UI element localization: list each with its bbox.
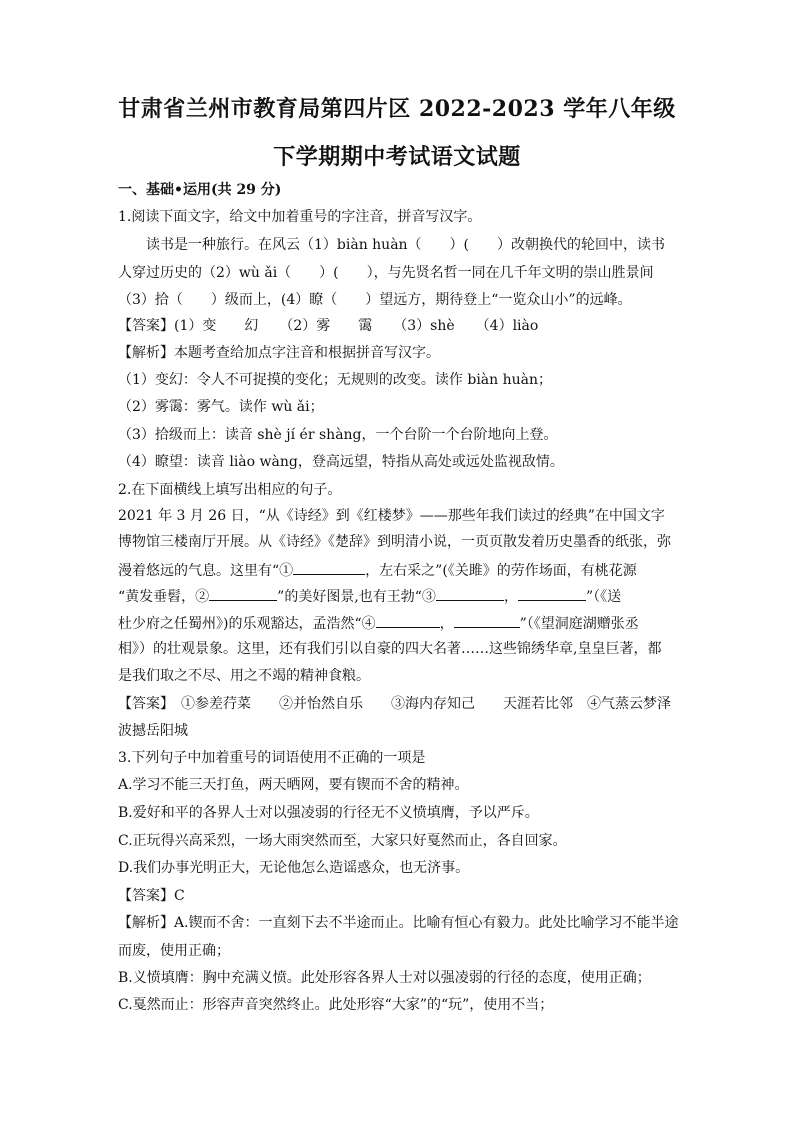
q1-analysis-line: （3）拾级而上：读音 shè jí ér shàng，一个台阶一个台阶地向上登。 (118, 427, 558, 443)
q1-passage-line: （3）拾（ ）级而上，(4）瞭（ ）望远方，期待登上“一览众山小”的远峰。 (118, 292, 632, 308)
q3-option-b: B.爱好和平的各界人士对以强凌弱的行径无不义愤填膺，予以严斥。 (118, 805, 539, 821)
question-1-prompt: 1.阅读下面文字，给文中加着重号的字注音，拼音写汉字。 (118, 209, 482, 225)
q3-option-d: D.我们办事光明正大，无论他怎么造谣惑众，也无济事。 (118, 860, 470, 876)
q2-text: “黄发垂髫，② (118, 589, 210, 605)
q2-answer: 【答案】 ①参差荇菜 ②并怡然自乐 ③海内存知己 天涯若比邻 ④气蒸云梦泽 (118, 696, 671, 712)
fill-blank-2[interactable] (209, 586, 277, 601)
q3-answer: 【答案】C (118, 888, 185, 904)
q2-passage-line: 博物馆三楼南厅开展。从《诗经》《楚辞》到明清小说，一页页散发着历史墨香的纸张，弥 (118, 534, 671, 550)
q2-text: ， (503, 589, 518, 605)
q1-analysis-line: （2）雾霭：雾气。读作 wù ǎi； (118, 399, 324, 415)
question-3-prompt: 3.下列句子中加着重号的词语使用不正确的一项是 (118, 750, 426, 766)
q2-passage-line: 是我们取之不尽、用之不竭的精神食粮。 (118, 668, 370, 684)
fill-blank-1[interactable] (293, 560, 365, 575)
q2-text: ”（《望洞庭湖赠张丞 (519, 616, 639, 632)
q3-option-a: A.学习不能三天打鱼，两天晒网，要有锲而不舍的精神。 (118, 777, 469, 793)
q1-analysis-line: （4）瞭望：读音 liào wàng，登高远望，特指从高处或远处监视敌情。 (118, 454, 564, 470)
q2-text: 杜少府之任蜀州》)的乐观豁达，孟浩然“④ (118, 616, 376, 632)
fill-blank-4a[interactable] (376, 613, 440, 628)
q2-text: ，左右采之”(《关雎》的劳作场面，有桃花源 (365, 563, 637, 579)
question-2-prompt: 2.在下面横线上填写出相应的句子。 (118, 482, 342, 498)
q1-answer: 【答案】(1）变 幻 （2）雾 霭 （3）shè （4）liào (118, 318, 539, 334)
q2-answer-continued: 波撼岳阳城 (118, 723, 188, 739)
q1-passage-line: 人穿过历史的（2）wù ǎi（ ）( ），与先贤名哲一同在几千年文明的崇山胜景间 (118, 265, 654, 281)
q2-passage-line (118, 560, 678, 580)
q2-passage-line: 2021 年 3 月 26 日，“从《诗经》到《红楼梦》——那些年我们读过的经典”在中国文字 (118, 508, 665, 524)
q3-analysis-line: 而废，使用正确； (118, 943, 230, 959)
q2-text: ”的美好图景,也有王勃“③ (277, 589, 436, 605)
fill-blank-3a[interactable] (436, 586, 504, 601)
q3-analysis-line: B.义愤填膺：胸中充满义愤。此处形容各界人士对以强凌弱的行径的态度，使用正确； (118, 970, 651, 986)
q2-passage-line (118, 613, 678, 633)
q2-text: ”（《送 (585, 589, 622, 605)
fill-blank-3b[interactable] (518, 586, 586, 601)
page-title-line2: 下学期期中考试语文试题 (273, 144, 521, 170)
q3-analysis-line: C.戛然而止：形容声音突然终止。此处形容“大家”的“玩”，使用不当； (118, 997, 554, 1013)
q3-analysis-line: 【解析】A.锲而不舍：一直刻下去不半途而止。比喻有恒心有毅力。此处比喻学习不能半途 (118, 915, 679, 931)
page-title-line1: 甘肃省兰州市教育局第四片区 2022-2023 学年八年级 (118, 96, 676, 122)
q1-passage-line: 读书是一种旅行。在风云（1）biàn huàn（ ）( ）改朝换代的轮回中，读书 (146, 237, 666, 253)
q2-text: 漫着悠远的气息。这里有“① (118, 563, 294, 579)
fill-blank-4b[interactable] (454, 613, 520, 628)
q2-passage-line (118, 586, 678, 606)
section-heading: 一、基础•运用(共 29 分) (118, 182, 282, 198)
q3-option-c: C.正玩得兴高采烈，一场大雨突然而至，大家只好戛然而止，各自回家。 (118, 833, 567, 849)
q1-analysis-line: 【解析】本题考查给加点字注音和根据拼音写汉字。 (118, 345, 440, 361)
q1-analysis-line: （1）变幻：令人不可捉摸的变化；无规则的改变。读作 biàn huàn； (118, 372, 553, 388)
q2-passage-line: 相》）的壮观景象。这里，还有我们引以自豪的四大名著……这些锦绣华章,皇皇巨著，都 (118, 641, 662, 657)
q2-text: ， (439, 616, 454, 632)
